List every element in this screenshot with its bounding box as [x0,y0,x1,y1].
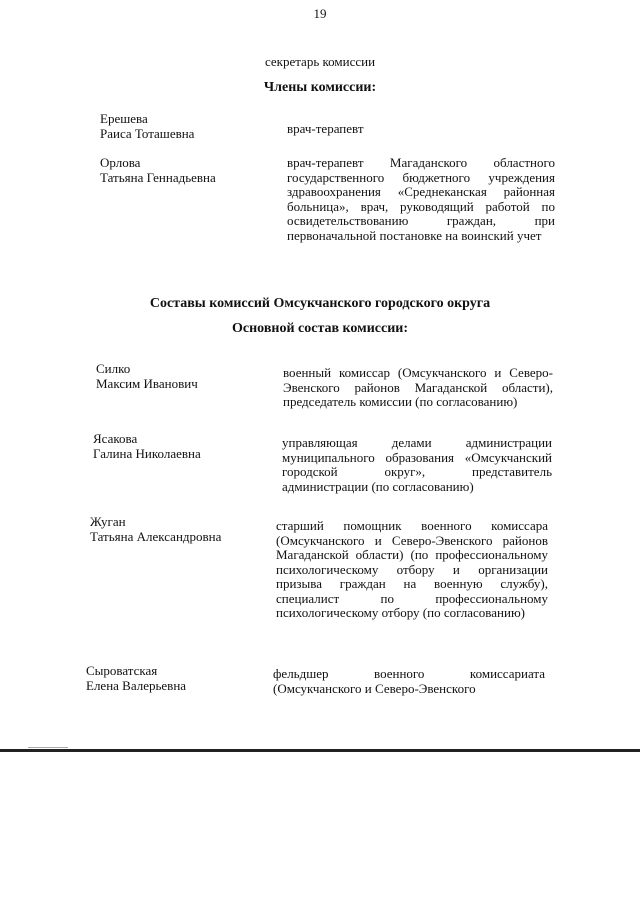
member-role: врач-терапевт Магаданского областного государственного бюджетного учреждения здравоохранения «Среднеканская районная больница», врач, руководящий работой по освидетельствованию граждан, при первоначальной постановке на воинский учет [287,155,555,243]
member-surname: Ясакова [93,431,138,446]
member-given-names: Максим Иванович [96,375,198,391]
member-given-names: Раиса Тоташевна [100,125,195,141]
member-surname: Жуган [90,514,126,529]
main-member-name [96,362,198,391]
member-given-names: Галина Николаевна [93,445,201,461]
main-member-role: военный комиссар (Омсукчанского и Северо-Эвенского районов Магаданской области), председатель комиссии (по согласованию) [283,365,553,409]
main-member-name [90,515,221,544]
secretary-label: секретарь комиссии [264,54,376,69]
main-member-role: фельдшер военного комиссариата (Омсукчанского и Северо-Эвенского [273,666,545,696]
page-divider [0,749,640,752]
member-role: врач-терапевт [287,121,364,136]
member-given-names: Татьяна Александровна [90,528,222,544]
section-title: Составы комиссий Омсукчанского городского округа [149,296,491,311]
main-composition-heading: Основной состав комиссии: [232,321,408,336]
member-given-names: Елена Валерьевна [86,677,187,693]
main-member-name [86,664,186,693]
member-name [100,112,194,141]
member-surname: Сыроватская [86,663,158,678]
main-member-role: управляющая делами администрации муниципального образования «Омсукчанский городской округ», представитель администрации (по согласованию) [282,435,552,494]
member-surname: Силко [96,361,131,376]
member-name [100,156,216,185]
member-given-names: Татьяна Геннадьевна [100,169,216,185]
member-surname: Орлова [100,155,141,170]
main-member-role: старший помощник военного комиссара (Омсукчанского и Северо-Эвенского районов Магаданской области) (по профессиональному психологическому отбору и организации призыва граждан на военную службу), специалист по профессиональному психологическому отбору (по согласованию) [276,518,548,620]
main-member-name [93,432,201,461]
scan-dash [28,747,68,748]
member-surname: Ерешева [100,111,148,126]
page-number: 19 [313,6,327,21]
members-heading: Члены комиссии: [263,80,377,95]
